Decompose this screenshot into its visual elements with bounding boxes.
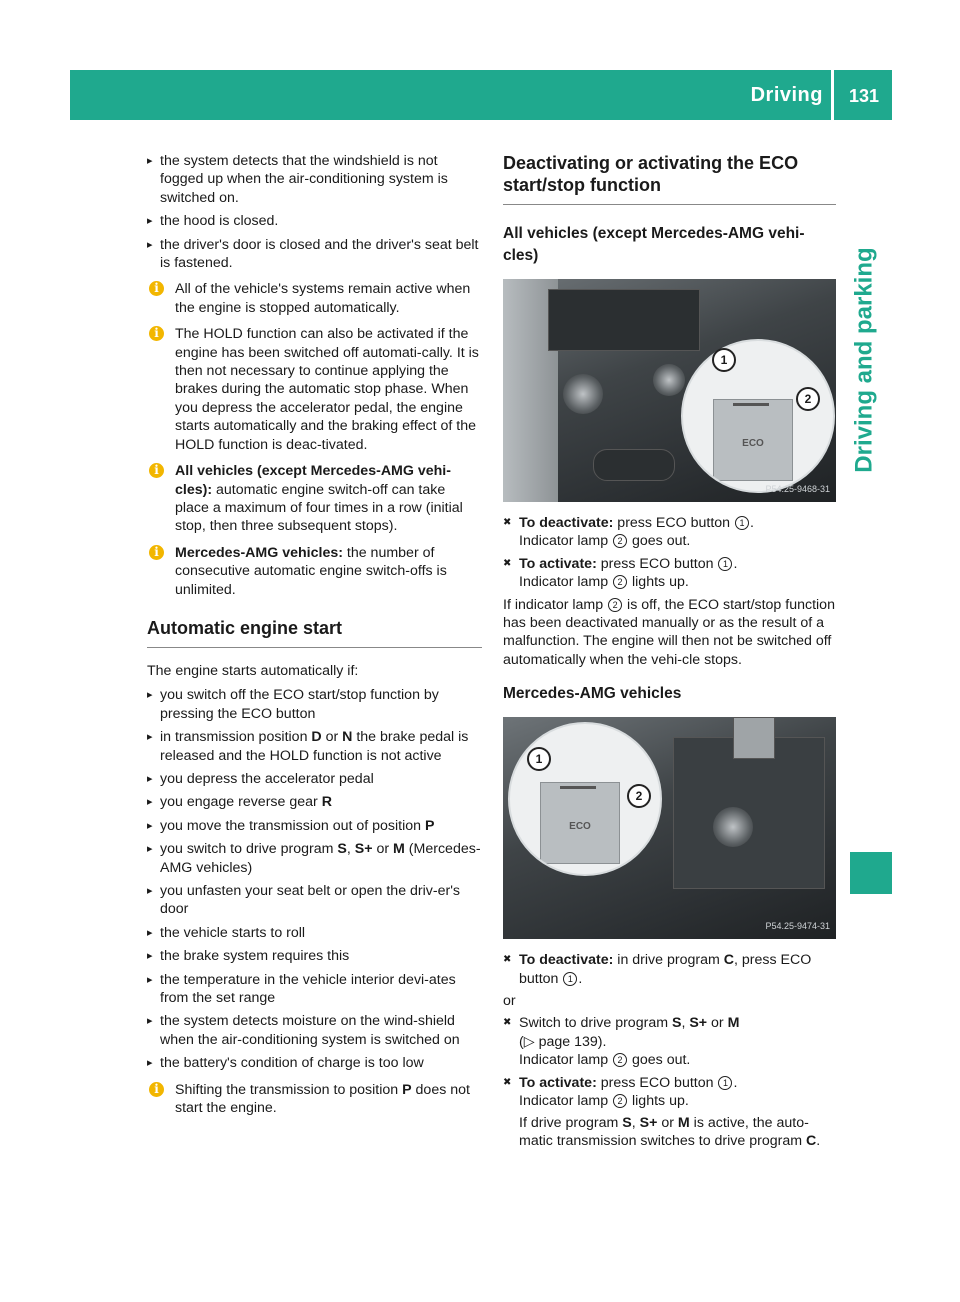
info-text: All of the vehicle's systems remain active when the engine is stopped automatically. <box>175 281 471 316</box>
list-item: ▸ the vehicle starts to roll <box>147 924 482 942</box>
photo-knob <box>563 374 603 414</box>
list-item: ▸ the system detects that the windshield is not fogged up when the air-conditioning system is switched on. <box>147 152 482 207</box>
list-item: ▸ the temperature in the vehicle interior devi-ates from the set range <box>147 971 482 1008</box>
side-chapter-label: Driving and parking <box>850 247 878 473</box>
info-icon: i <box>149 281 164 296</box>
indicator-lamp <box>560 786 596 789</box>
list-item: ▸ the brake system requires this <box>147 947 482 965</box>
side-marker-square <box>850 852 892 894</box>
info-icon: i <box>149 1082 164 1097</box>
section-heading: Deactivating or activating the ECO start/stop function <box>503 152 836 205</box>
info-note <box>147 462 482 536</box>
eco-button-photo-amg <box>503 717 836 939</box>
photo-code: P54.25-9474-31 <box>765 920 830 931</box>
side-chapter-tab <box>837 200 892 520</box>
instruction-step: ✖ To activate: press ECO button 1 . Indicator lamp 2 lights up. <box>503 555 836 592</box>
info-icon: i <box>149 463 164 478</box>
callout-2: 2 <box>627 784 651 808</box>
paragraph: or <box>503 993 516 1010</box>
photo-control-panel <box>548 289 700 351</box>
photo-control-panel <box>673 737 825 889</box>
info-icon: i <box>149 326 164 341</box>
info-note <box>147 280 482 317</box>
instruction-step: ✖ To deactivate: press ECO button 1 . Indicator lamp 2 goes out. <box>503 514 836 551</box>
instruction-step: ✖ To deactivate: in drive program C, press ECO button 1 . <box>503 951 836 988</box>
callout-2: 2 <box>796 387 820 411</box>
list-item: ▸ you unfasten your seat belt or open the driv-er's door <box>147 882 482 919</box>
eco-button: ECO <box>540 782 620 864</box>
paragraph: The engine starts automatically if: <box>147 662 359 679</box>
list-item: ▸ the driver's door is closed and the driver's seat belt is fastened. <box>147 236 482 273</box>
list-item: ▸ you switch off the ECO start/stop function by pressing the ECO button <box>147 686 482 723</box>
info-note: i Shifting the transmission to position P does not start the engine. <box>147 1081 482 1118</box>
list-item: ▸ you engage reverse gear R <box>147 793 482 811</box>
info-note <box>147 325 482 454</box>
section-title: Driving <box>750 84 823 106</box>
photo-knob <box>713 807 753 847</box>
header-divider <box>831 70 834 120</box>
photo-zoom-circle <box>681 339 835 493</box>
left-column <box>147 152 482 1125</box>
info-note <box>147 544 482 599</box>
callout-1: 1 <box>712 348 736 372</box>
subheading: All vehicles (except Mercedes-AMG vehi-cles) <box>503 225 805 264</box>
list-item: ▸ the system detects moisture on the wind-shield when the air-conditioning system is switched on <box>147 1012 482 1049</box>
eco-button: ECO <box>713 399 793 481</box>
callout-1: 1 <box>527 747 551 771</box>
list-item: ▸ you depress the accelerator pedal <box>147 770 482 788</box>
page-number: 131 <box>848 86 880 106</box>
paragraph: If indicator lamp 2 is off, the ECO start/stop function has been deactivated manually or as the result of a malfunction. The engine will then not be switched off automatically when the vehi-cle stops. <box>503 596 835 668</box>
subheading: Mercedes-AMG vehicles <box>503 685 682 703</box>
photo-clock <box>733 717 775 759</box>
section-heading: Automatic engine start <box>147 617 482 648</box>
indicator-lamp <box>733 403 769 406</box>
info-bold: Mercedes-AMG vehicles: <box>175 544 343 561</box>
list-item: ▸ in transmission position D or N the brake pedal is released and the HOLD function is not active <box>147 728 482 765</box>
list-item: ▸ the hood is closed. <box>147 212 482 230</box>
info-bold: All vehicles (except Mercedes-AMG vehi-cles): <box>175 463 451 498</box>
list-item: ▸ you switch to drive program S, S+ or M (Mercedes-AMG vehicles) <box>147 840 482 877</box>
right-column <box>503 152 836 1154</box>
info-icon: i <box>149 545 164 560</box>
list-item: ▸ you move the transmission out of position P <box>147 817 482 835</box>
photo-knob <box>653 364 685 396</box>
photo-cupholder <box>593 449 675 481</box>
info-text: automatic engine switch-off can take place a maximum of four times in a row (initial stop, then three subsequent stops). <box>175 481 463 535</box>
info-text: the number of consecutive automatic engine switch-offs is unlimited. <box>175 544 447 598</box>
list-item: ▸ the battery's condition of charge is too low <box>147 1054 482 1072</box>
info-text: The HOLD function can also be activated if the engine has been switched off automati-cally. It is then not necessary to continue applying the brakes during the automatic stop phase. When you depress the accelerator pedal, the engine starts automatically and the braking effect of the HOLD function is deac-tivated. <box>175 326 479 453</box>
instruction-step: ✖ Switch to drive program S, S+ or M (▷ page 139). Indicator lamp 2 goes out. <box>503 1014 836 1069</box>
instruction-step: ✖ To activate: press ECO button 1 . Indicator lamp 2 lights up. If drive program S, S+ or M is active, the auto-matic transmission switches to drive program C. <box>503 1074 836 1151</box>
eco-button-photo-standard <box>503 279 836 502</box>
photo-code: P54.25-9468-31 <box>765 483 830 494</box>
